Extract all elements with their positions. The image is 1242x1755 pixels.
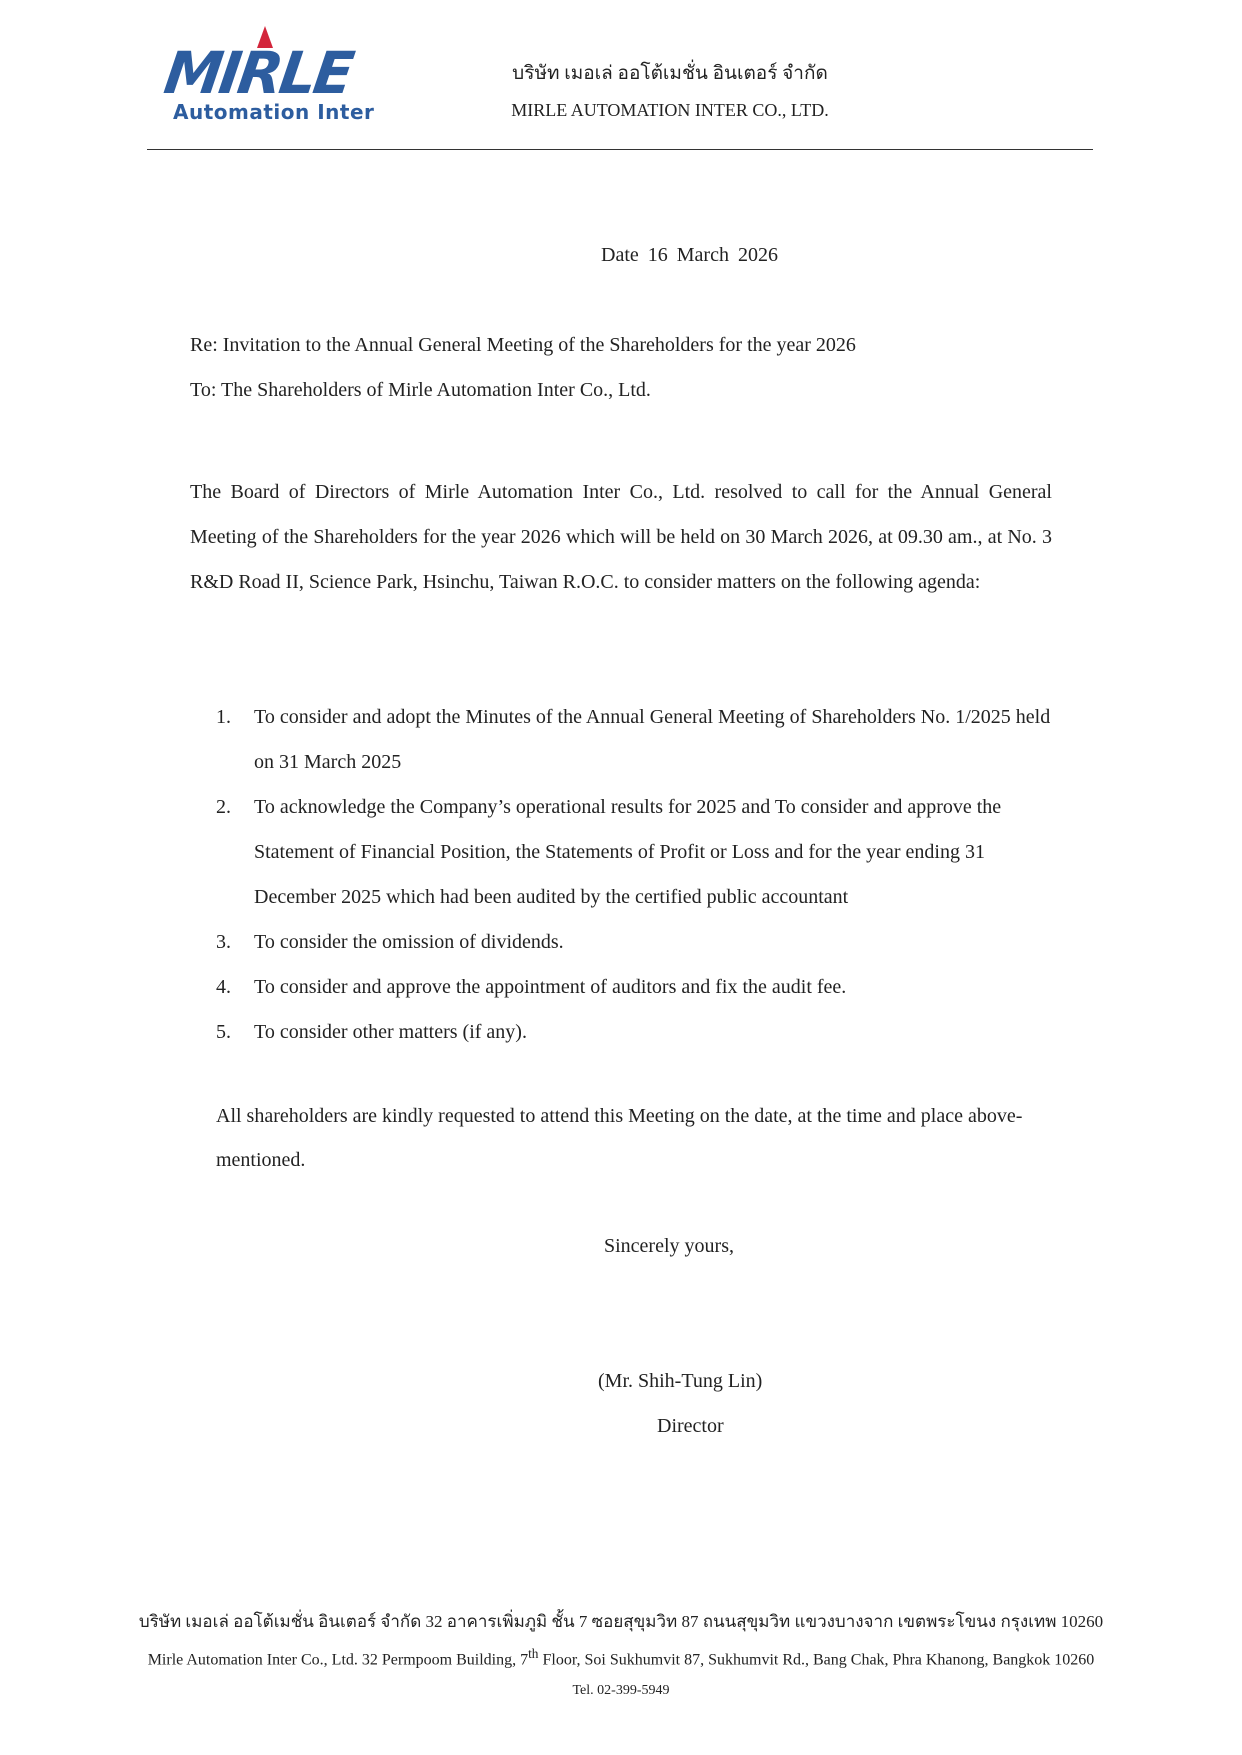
company-name-thai: บริษัท เมอเล่ ออโต้เมชั่น อินเตอร์ จำกัด (512, 63, 828, 84)
agenda-item (216, 965, 1066, 1010)
closing-paragraph: All shareholders are kindly requested to attend this Meeting on the date, at the time and place above-mentioned. (216, 1105, 1023, 1171)
signer-name: (Mr. Shih-Tung Lin) (598, 1370, 763, 1392)
company-logo (160, 22, 397, 127)
footer-telephone: Tel. 02-399-5949 (572, 1683, 670, 1698)
agenda-number: 1. (216, 706, 231, 728)
valediction: Sincerely yours, (604, 1235, 734, 1257)
agenda-text: To consider and approve the appointment of auditors and fix the audit fee. (254, 976, 847, 998)
agenda-item (216, 1010, 1066, 1055)
letter-date: Date 16 March 2026 (601, 244, 778, 266)
logo-subtitle: Automation Inter (173, 100, 375, 124)
footer-address-part: Mirle Automation Inter Co., Ltd. 32 Permpoom Building, 7 (147, 1651, 529, 1669)
agenda-item (216, 920, 1066, 965)
company-name-english: MIRLE AUTOMATION INTER CO., LTD. (511, 100, 829, 120)
agenda-number: 5. (216, 1021, 231, 1043)
footer-address-english (0, 1646, 1242, 1669)
agenda-text: To consider the omission of dividends. (254, 931, 564, 953)
agenda-text: To acknowledge the Company’s operational results for 2025 and To consider and approve the Statement of Financial Position, the Statements of Profit or Loss and for the year ending 31 December 2025 which had been audited by the certified public accountant (254, 796, 1002, 908)
agenda-item (216, 695, 1066, 785)
signer-title: Director (657, 1415, 724, 1437)
intro-paragraph: The Board of Directors of Mirle Automation Inter Co., Ltd. resolved to call for the Annual General Meeting of the Shareholders for the year 2026 which will be held on 30 March 2026, at 09.30 am., at No. 3 R&D Road II, Science Park, Hsinchu, Taiwan R.O.C. to consider matters on the following agenda: (190, 481, 1052, 593)
agenda-number: 2. (216, 796, 231, 818)
agenda-number: 4. (216, 976, 231, 998)
agenda-item (216, 785, 1066, 920)
header-divider (147, 149, 1093, 150)
agenda-number: 3. (216, 931, 231, 953)
recipient-line: To: The Shareholders of Mirle Automation Inter Co., Ltd. (190, 379, 651, 401)
footer-address-thai: บริษัท เมอเล่ ออโต้เมชั่น อินเตอร์ จำกัด 32 อาคารเพิ่มภูมิ ชั้น 7 ซอยสุขุมวิท 87 ถนนสุขุมวิท แขวงบางจาก เขตพระโขนง กรุงเทพ 10260 (138, 1612, 1104, 1631)
logo-wordmark: MIRLE (160, 39, 356, 107)
agenda-list (216, 695, 1066, 1055)
subject-line: Re: Invitation to the Annual General Meeting of the Shareholders for the year 2026 (190, 334, 856, 356)
agenda-text: To consider and adopt the Minutes of the Annual General Meeting of Shareholders No. 1/2025 held on 31 March 2025 (254, 706, 1051, 773)
footer-floor-suffix: th (528, 1646, 539, 1661)
agenda-text: To consider other matters (if any). (254, 1021, 527, 1043)
footer-address-part: Floor, Soi Sukhumvit 87, Sukhumvit Rd., Bang Chak, Phra Khanong, Bangkok 10260 (538, 1651, 1095, 1669)
